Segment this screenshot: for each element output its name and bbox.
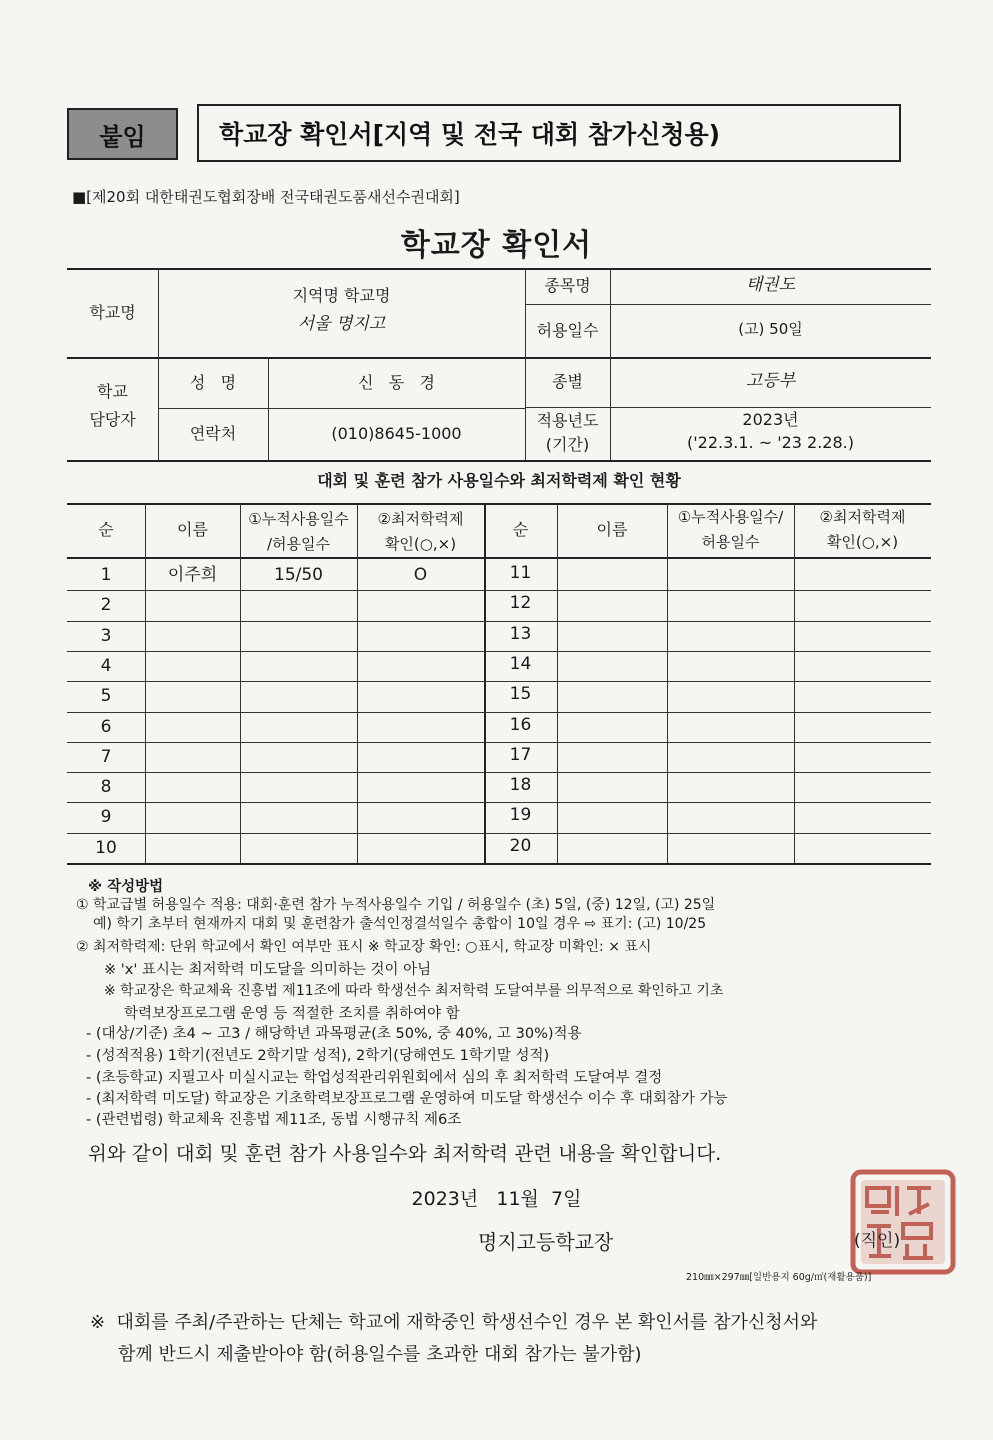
left-row-7-no: 7 bbox=[100, 746, 112, 767]
school-sub-label: 지역명 학교명 bbox=[292, 286, 391, 306]
left-row-5-check bbox=[357, 681, 484, 711]
right-row-13-no: 13 bbox=[509, 623, 532, 644]
event-value: 태권도 bbox=[745, 274, 796, 295]
left-row-1-check: O bbox=[413, 564, 428, 585]
left-row-8-name bbox=[145, 772, 240, 802]
attachment-tag: 붙임 bbox=[67, 108, 178, 160]
name-label: 성 명 bbox=[189, 372, 237, 392]
detail-1: - (대상/기준) 초4 ~ 고3 / 해당학년 과목평균(초 50%, 중 40%, 고 30%)적용 bbox=[86, 1026, 582, 1042]
left-row-9-check bbox=[357, 802, 484, 832]
manager-label-1: 학교 bbox=[97, 382, 128, 402]
left-row-9-days bbox=[240, 802, 357, 832]
header-days-right-1: ①누적사용일수/ bbox=[677, 507, 784, 526]
left-row-5-name bbox=[145, 681, 240, 711]
year-label-1: 적용년도 bbox=[536, 411, 599, 431]
category-value: 고등부 bbox=[745, 370, 796, 391]
left-row-9-name bbox=[145, 802, 240, 832]
left-row-1-no: 1 bbox=[100, 564, 112, 585]
school-value: 서울 명지고 bbox=[297, 313, 386, 334]
header-days-left-2: /허용일수 bbox=[266, 534, 330, 553]
manager-label-2: 담당자 bbox=[89, 410, 136, 430]
header-check-right-1: ②최저학력제 bbox=[819, 507, 906, 526]
right-row-17-no: 17 bbox=[509, 744, 532, 765]
right-row-11-no: 11 bbox=[509, 562, 532, 583]
left-row-1-name: 이주희 bbox=[167, 564, 218, 585]
left-row-7-name bbox=[145, 742, 240, 772]
note-1a: ① 학교급별 허용일수 적용: 대회·훈련 참가 누적사용일수 기입 / 허용일수 (초) 5일, (중) 12일, (고) 25일 bbox=[76, 897, 716, 913]
header-no-left: 순 bbox=[98, 520, 114, 540]
left-row-10-days bbox=[240, 833, 357, 863]
header-title: 학교장 확인서[지역 및 전국 대회 참가신청용) bbox=[197, 104, 901, 162]
left-row-3-days bbox=[240, 621, 357, 651]
right-row-14-no: 14 bbox=[509, 653, 532, 674]
competition-name: ■[제20회 대한태권도협회장배 전국태권도품새선수권대회] bbox=[72, 188, 460, 206]
left-row-7-days bbox=[240, 742, 357, 772]
right-row-18-no: 18 bbox=[509, 774, 532, 795]
left-row-8-days bbox=[240, 772, 357, 802]
event-label: 종목명 bbox=[544, 276, 591, 296]
left-row-4-check bbox=[357, 651, 484, 681]
right-row-12-no: 12 bbox=[509, 592, 532, 613]
left-row-4-no: 4 bbox=[100, 655, 112, 676]
school-label: 학교명 bbox=[89, 302, 136, 322]
left-row-9-no: 9 bbox=[100, 806, 112, 827]
left-row-3-check bbox=[357, 621, 484, 651]
left-row-10-no: 10 bbox=[95, 837, 117, 858]
left-row-8-check bbox=[357, 772, 484, 802]
left-row-4-days bbox=[240, 651, 357, 681]
paper-spec: 210㎜×297㎜[일반용지 60g/㎡(재활용품)] bbox=[686, 1272, 872, 1283]
left-row-6-name bbox=[145, 712, 240, 742]
notes-heading: ※ 작성방법 bbox=[88, 879, 164, 895]
right-row-15-no: 15 bbox=[509, 683, 532, 704]
left-row-3-name bbox=[145, 621, 240, 651]
allowed-days-value: (고) 50일 bbox=[738, 319, 803, 338]
left-row-2-days bbox=[240, 590, 357, 620]
left-row-4-name bbox=[145, 651, 240, 681]
note-4b: 학력보장프로그램 운영 등 적절한 조치를 취하여야 함 bbox=[124, 1006, 460, 1022]
left-row-7-check bbox=[357, 742, 484, 772]
status-title: 대회 및 훈련 참가 사용일수와 최저학력제 확인 현황 bbox=[317, 471, 681, 491]
contact-label: 연락처 bbox=[189, 424, 237, 444]
detail-4: - (최저학력 미도달) 학교장은 기초학력보장프로그램 운영하여 미도달 학생선수 이수 후 대회참가 가능 bbox=[86, 1091, 728, 1107]
left-row-6-days bbox=[240, 712, 357, 742]
category-label: 종별 bbox=[552, 372, 583, 392]
header-no-right: 순 bbox=[512, 520, 529, 540]
official-seal bbox=[847, 1166, 959, 1278]
issue-date: 2023년 11월 7일 bbox=[411, 1188, 582, 1210]
left-row-10-check bbox=[357, 833, 484, 863]
seal-label: (직인) bbox=[854, 1231, 901, 1251]
left-row-10-name bbox=[145, 833, 240, 863]
header-name-left: 이름 bbox=[177, 520, 208, 540]
header-name-right: 이름 bbox=[596, 520, 628, 540]
note-2: ② 최저학력제: 단위 학교에서 확인 여부만 표시 ※ 학교장 확인: ○표시, 학교장 미확인: × 표시 bbox=[76, 939, 652, 955]
principal-name: 명지고등학교장 bbox=[478, 1230, 614, 1254]
left-row-8-no: 8 bbox=[100, 776, 112, 797]
detail-5: - (관련법령) 학교체육 진흥법 제11조, 동법 시행규칙 제6조 bbox=[86, 1112, 462, 1128]
right-row-19-no: 19 bbox=[509, 804, 532, 825]
left-row-3-no: 3 bbox=[100, 625, 112, 646]
left-row-2-no: 2 bbox=[100, 594, 112, 615]
name-value: 신 동 경 bbox=[358, 372, 435, 392]
header-check-right-2: 확인(○,×) bbox=[826, 532, 899, 551]
left-row-1-days: 15/50 bbox=[274, 564, 323, 585]
document-title: 학교장 확인서 bbox=[400, 228, 593, 263]
contact-value: (010)8645-1000 bbox=[331, 424, 462, 444]
left-row-5-days bbox=[240, 681, 357, 711]
year-value-1: 2023년 bbox=[742, 410, 799, 430]
left-row-6-no: 6 bbox=[100, 716, 112, 737]
footer-note-1: ※ 대회를 주최/주관하는 단체는 학교에 재학중인 학생선수인 경우 본 확인서를 참가신청서와 bbox=[90, 1312, 818, 1333]
left-row-2-check bbox=[357, 590, 484, 620]
right-row-20-no: 20 bbox=[509, 835, 532, 856]
left-row-5-no: 5 bbox=[100, 685, 112, 706]
header-days-right-2: 허용일수 bbox=[701, 532, 760, 551]
year-label-2: (기간) bbox=[545, 435, 590, 455]
year-value-2: ('22.3.1. ~ '23 2.28.) bbox=[687, 433, 854, 453]
header-days-left-1: ①누적사용일수 bbox=[248, 509, 349, 528]
confirm-text: 위와 같이 대회 및 훈련 참가 사용일수와 최저학력 관련 내용을 확인합니다. bbox=[88, 1142, 722, 1165]
note-1b: 예) 학기 초부터 현재까지 대회 및 훈련참가 출석인정결석일수 총합이 10일 경우 ⇨ 표기: (고) 10/25 bbox=[93, 916, 707, 932]
detail-3: - (초등학교) 지필고사 미실시교는 학업성적관리위원회에서 심의 후 최저학력 도달여부 결정 bbox=[86, 1070, 663, 1086]
header-check-left-2: 확인(○,×) bbox=[384, 534, 457, 553]
header-check-left-1: ②최저학력제 bbox=[377, 509, 464, 528]
right-row-16-no: 16 bbox=[509, 714, 532, 735]
note-3: ※ 'x' 표시는 최저학력 미도달을 의미하는 것이 아님 bbox=[104, 962, 432, 978]
detail-2: - (성적적용) 1학기(전년도 2학기말 성적), 2학기(당해연도 1학기말 성적) bbox=[86, 1048, 550, 1064]
footer-note-2: 함께 반드시 제출받아야 함(허용일수를 초과한 대회 참가는 불가함) bbox=[118, 1344, 642, 1365]
left-row-2-name bbox=[145, 590, 240, 620]
allowed-days-label: 허용일수 bbox=[536, 320, 599, 340]
left-row-6-check bbox=[357, 712, 484, 742]
note-4a: ※ 학교장은 학교체육 진흥법 제11조에 따라 학생선수 최저학력 도달여부를 의무적으로 확인하고 기초 bbox=[104, 983, 724, 999]
